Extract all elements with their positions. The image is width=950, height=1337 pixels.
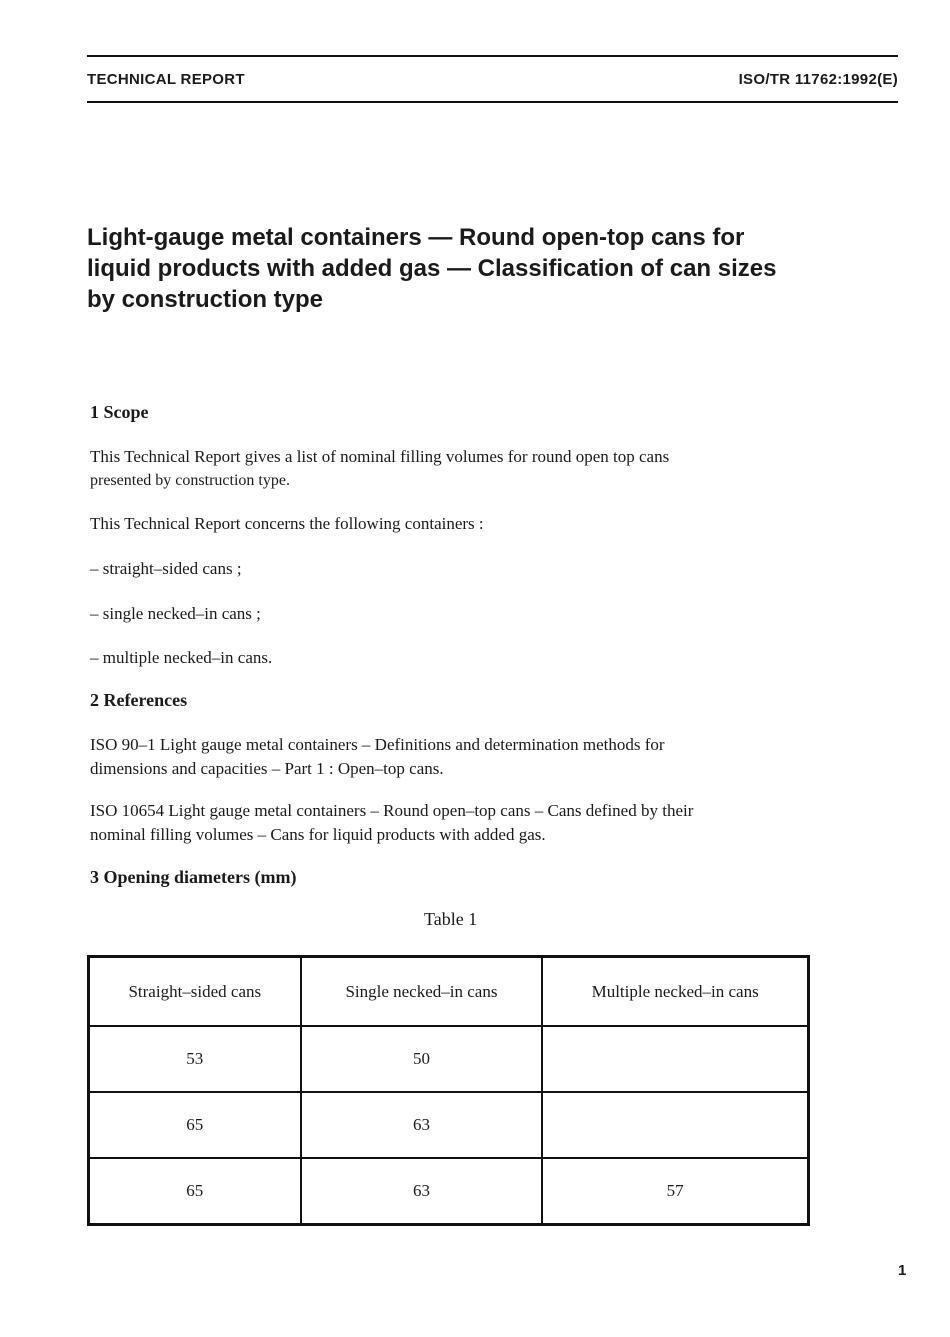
report-type: TECHNICAL REPORT xyxy=(87,71,245,88)
opening-diameters-table xyxy=(87,955,810,1226)
containers-intro: This Technical Report concerns the following containers : xyxy=(90,514,484,533)
column-header: Straight–sided cans xyxy=(89,957,301,1027)
table-cell xyxy=(542,1092,808,1158)
title-line: by construction type xyxy=(87,286,324,313)
document-number: ISO/TR 11762:1992(E) xyxy=(738,71,898,88)
title-line: Light-gauge metal containers — Round open-top cans for xyxy=(87,224,745,251)
text-line: presented by construction type. xyxy=(90,472,290,489)
table-row xyxy=(89,1092,809,1158)
table-cell: 53 xyxy=(89,1026,301,1092)
title-line: liquid products with added gas — Classification of can sizes xyxy=(87,255,777,282)
scope-paragraph xyxy=(90,445,810,493)
table-cell: 57 xyxy=(542,1158,808,1225)
table-cell: 63 xyxy=(301,1158,543,1225)
page-number: 1 xyxy=(898,1262,907,1279)
column-header: Multiple necked–in cans xyxy=(542,957,808,1027)
reference-item xyxy=(90,733,810,781)
list-item: – straight–sided cans ; xyxy=(90,559,242,578)
column-header: Single necked–in cans xyxy=(301,957,543,1027)
text-line: ISO 90–1 Light gauge metal containers – Definitions and determination methods for xyxy=(90,735,665,754)
table-row xyxy=(89,1026,809,1092)
section-heading-scope: 1 Scope xyxy=(90,402,149,422)
text-line: This Technical Report gives a list of nominal filling volumes for round open top cans xyxy=(90,447,670,466)
table-header-row xyxy=(89,957,809,1027)
text-line: ISO 10654 Light gauge metal containers – Round open–top cans – Cans defined by their xyxy=(90,801,694,820)
table-cell: 65 xyxy=(89,1092,301,1158)
table-cell: 63 xyxy=(301,1092,543,1158)
table-row xyxy=(89,1158,809,1225)
text-line: dimensions and capacities – Part 1 : Open–top cans. xyxy=(90,759,444,778)
table-caption: Table 1 xyxy=(424,909,478,929)
section-heading-diameters: 3 Opening diameters (mm) xyxy=(90,867,297,887)
section-heading-references: 2 References xyxy=(90,690,188,710)
page-title xyxy=(87,222,867,315)
table-cell: 65 xyxy=(89,1158,301,1225)
table-cell xyxy=(542,1026,808,1092)
list-item: – multiple necked–in cans. xyxy=(90,648,273,667)
text-line: nominal filling volumes – Cans for liquid products with added gas. xyxy=(90,825,546,844)
list-item: – single necked–in cans ; xyxy=(90,604,261,623)
reference-item xyxy=(90,799,810,847)
table-cell: 50 xyxy=(301,1026,543,1092)
page-header xyxy=(87,55,898,103)
